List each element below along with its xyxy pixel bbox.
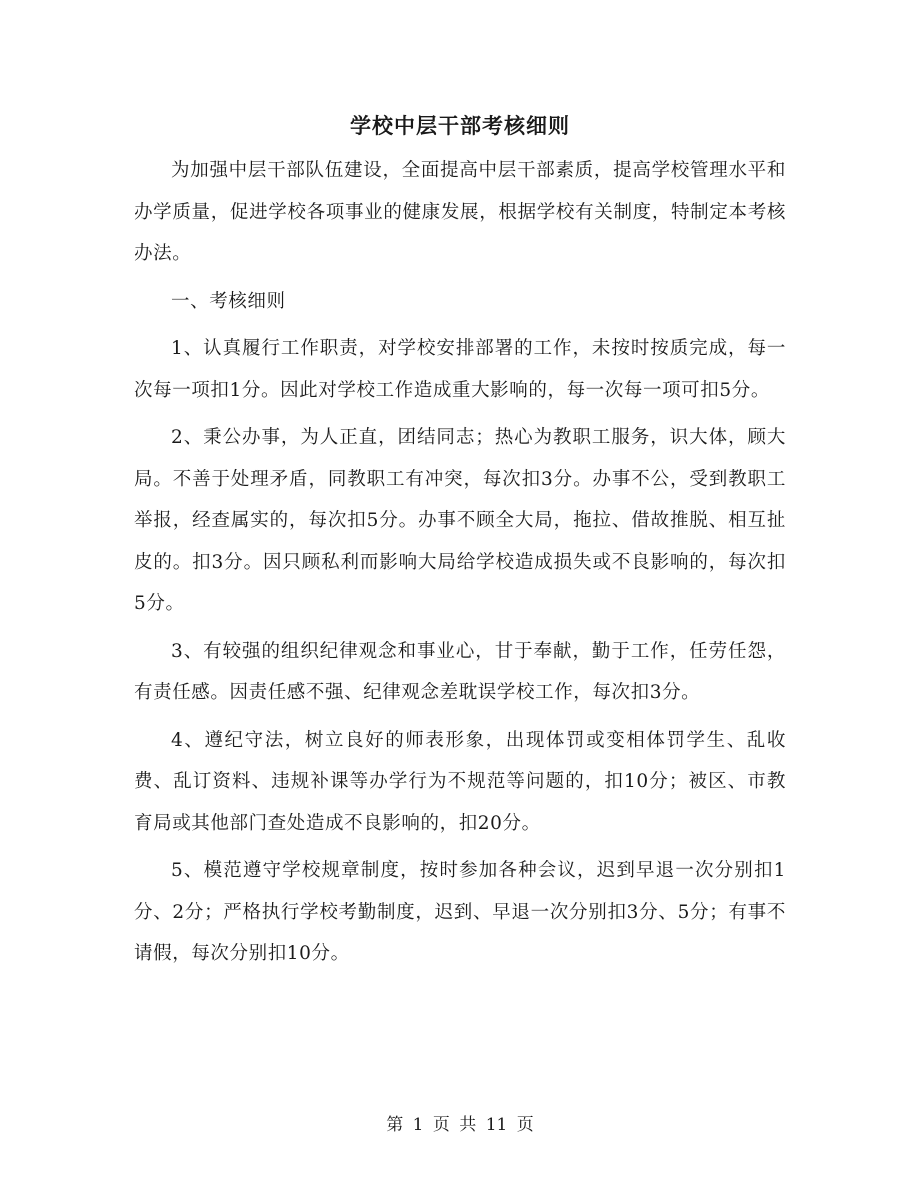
section-heading: 一、考核细则	[171, 290, 286, 312]
rule-item-3: 3、有较强的组织纪律观念和事业心，甘于奉献，勤于工作，任劳任怨，有责任感。因责任感不强、纪律观念差耽误学校工作，每次扣3分。	[134, 640, 786, 703]
document-body	[134, 150, 786, 981]
intro-paragraph: 为加强中层干部队伍建设，全面提高中层干部素质，提高学校管理水平和办学质量，促进学校各项事业的健康发展，根据学校有关制度，特制定本考核办法。	[134, 160, 786, 264]
rule-item-2: 2、秉公办事，为人正直，团结同志；热心为教职工服务，识大体，顾大局。不善于处理矛盾，同教职工有冲突，每次扣3分。办事不公，受到教职工举报，经查属实的，每次扣5分。办事不顾全大局，拖拉、借故推脱、相互扯皮的。扣3分。因只顾私利而影响大局给学校造成损失或不良影响的，每次扣5分。	[134, 427, 786, 614]
document-title: 学校中层干部考核细则	[350, 113, 570, 138]
page-number-footer: 第 1 页 共 11 页	[386, 1115, 534, 1135]
rule-item-5: 5、模范遵守学校规章制度，按时参加各种会议，迟到早退一次分别扣1分、2分；严格执行学校考勤制度，迟到、早退一次分别扣3分、5分；有事不请假，每次分别扣10分。	[134, 860, 786, 964]
rule-item-4: 4、遵纪守法，树立良好的师表形象，出现体罚或变相体罚学生、乱收费、乱订资料、违规补课等办学行为不规范等问题的，扣10分；被区、市教育局或其他部门查处造成不良影响的，扣20分。	[134, 729, 786, 834]
rule-item-1: 1、认真履行工作职责，对学校安排部署的工作，未按时按质完成，每一次每一项扣1分。因此对学校工作造成重大影响的，每一次每一项可扣5分。	[134, 338, 786, 401]
